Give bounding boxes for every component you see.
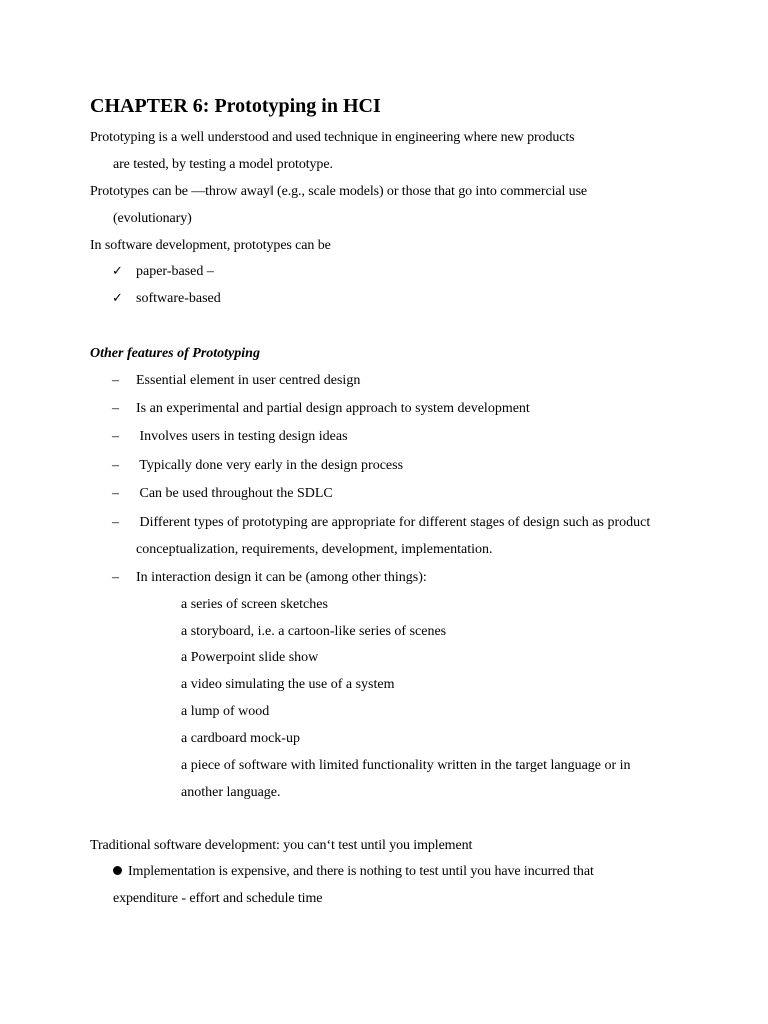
check-item-software-based: software-based — [136, 291, 221, 306]
list-dash: – — [112, 373, 119, 388]
sub-list-item: a piece of software with limited functionality written in the target language or in — [181, 758, 631, 773]
intro-paragraph-3: In software development, prototypes can be — [90, 238, 331, 253]
section-heading-other-features: Other features of Prototyping — [90, 346, 260, 361]
sub-list-item: a storyboard, i.e. a cartoon-like series of scenes — [181, 624, 447, 639]
list-dash: – — [112, 570, 119, 585]
sub-list-item-continuation: another language. — [181, 785, 281, 800]
check-item-paper-based: paper-based – — [136, 264, 214, 279]
list-dash: – — [112, 458, 119, 473]
list-item: Typically done very early in the design process — [136, 458, 404, 473]
list-dash: – — [112, 429, 119, 444]
list-item: Is an experimental and partial design approach to system development — [136, 401, 530, 416]
check-icon: ✓ — [112, 264, 123, 279]
list-item: Involves users in testing design ideas — [136, 429, 348, 444]
list-item: Different types of prototyping are appropriate for different stages of design such as product — [136, 515, 651, 530]
list-item-continuation: conceptualization, requirements, development, implementation. — [136, 542, 493, 557]
traditional-development-line: Traditional software development: you can‘t test until you implement — [90, 838, 473, 853]
traditional-bullet-line-1: Implementation is expensive, and there is nothing to test until you have incurred that — [128, 864, 594, 879]
list-item: Essential element in user centred design — [136, 373, 361, 388]
list-dash: – — [112, 486, 119, 501]
page-title: CHAPTER 6: Prototyping in HCI — [90, 95, 381, 117]
intro-paragraph-2-line-1: Prototypes can be —throw away‖ (e.g., scale models) or those that go into commercial use — [90, 184, 588, 199]
sub-list-item: a video simulating the use of a system — [181, 677, 395, 692]
bullet-icon — [113, 866, 122, 875]
check-icon: ✓ — [112, 291, 123, 306]
intro-paragraph-2-line-2: (evolutionary) — [113, 211, 192, 226]
list-dash: – — [112, 401, 119, 416]
intro-paragraph-1-line-2: are tested, by testing a model prototype. — [113, 157, 333, 172]
sub-list-item: a Powerpoint slide show — [181, 650, 319, 665]
list-item: In interaction design it can be (among other things): — [136, 570, 427, 585]
sub-list-item: a cardboard mock-up — [181, 731, 300, 746]
list-item: Can be used throughout the SDLC — [136, 486, 333, 501]
list-dash: – — [112, 515, 119, 530]
sub-list-item: a lump of wood — [181, 704, 270, 719]
traditional-bullet-line-2: expenditure - effort and schedule time — [113, 891, 323, 906]
sub-list-item: a series of screen sketches — [181, 597, 328, 612]
intro-paragraph-1-line-1: Prototyping is a well understood and used technique in engineering where new products — [90, 130, 575, 145]
